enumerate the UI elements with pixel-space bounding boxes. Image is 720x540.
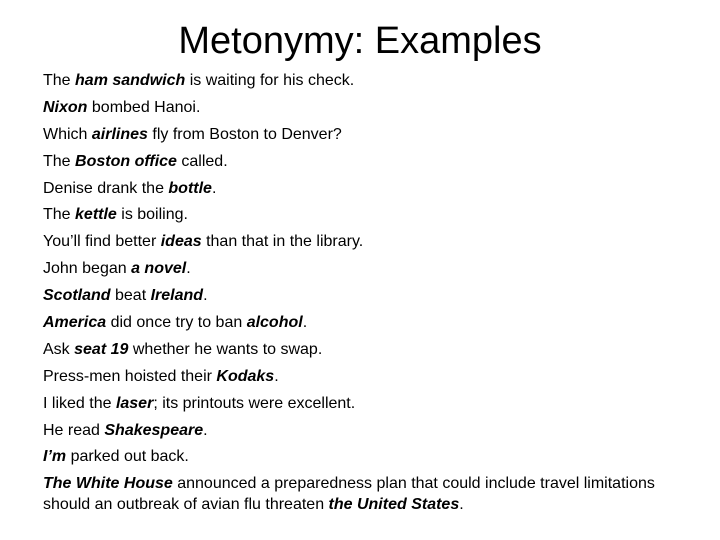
metonym-term: Nixon	[43, 98, 88, 116]
metonym-term: ham sandwich	[75, 72, 186, 89]
example-sentence	[43, 124, 693, 145]
sentence-text: parked out back.	[66, 448, 189, 466]
sentence-text: You’ll find better	[43, 233, 161, 251]
metonym-term: America	[43, 314, 107, 332]
metonym-term: Kodaks	[216, 367, 275, 385]
metonym-term: Ireland	[150, 287, 204, 305]
example-sentence	[43, 258, 693, 279]
examples-list	[43, 70, 693, 521]
sentence-text: is boiling.	[116, 206, 188, 224]
sentence-text: .	[203, 287, 208, 305]
sentence-text: is waiting for his check.	[185, 72, 355, 89]
example-sentence	[43, 393, 693, 414]
example-sentence	[43, 204, 693, 225]
sentence-text: bombed Hanoi.	[87, 98, 201, 116]
metonym-term: a novel	[131, 260, 187, 278]
metonym-term: I’m	[43, 448, 67, 466]
sentence-text: Press-men hoisted their	[43, 367, 217, 385]
sentence-text: .	[274, 367, 279, 385]
sentence-text: called.	[176, 152, 228, 170]
example-sentence	[43, 446, 693, 467]
sentence-text: whether he wants to swap.	[128, 340, 323, 358]
metonym-term: airlines	[91, 125, 148, 143]
sentence-text: He read	[43, 421, 105, 439]
sentence-text: John began	[43, 260, 132, 278]
metonym-term: Shakespeare	[104, 421, 204, 439]
metonym-term: seat 19	[74, 340, 129, 358]
sentence-text: .	[211, 179, 217, 197]
example-sentence	[43, 178, 693, 199]
sentence-text: fly from Boston to Denver?	[147, 125, 342, 143]
sentence-text: I liked the	[43, 394, 116, 412]
metonym-term: alcohol	[246, 314, 303, 332]
example-sentence	[43, 97, 693, 118]
metonym-term: laser	[115, 394, 154, 412]
sentence-text: .	[186, 260, 191, 278]
sentence-text: Which	[43, 125, 92, 143]
sentence-text: beat	[110, 287, 151, 305]
slide-title: Metonymy: Examples	[178, 20, 542, 62]
example-sentence	[43, 231, 693, 252]
metonym-term: ideas	[160, 233, 202, 251]
example-sentence	[43, 312, 693, 333]
sentence-text: did once try to ban	[106, 314, 247, 332]
sentence-text: .	[302, 314, 308, 332]
metonym-term: Scotland	[43, 287, 111, 305]
example-sentence	[43, 420, 693, 441]
example-sentence	[43, 151, 693, 172]
sentence-text: Denise drank the	[43, 179, 169, 197]
metonym-term: kettle	[75, 206, 117, 224]
example-sentence	[43, 473, 693, 515]
sentence-text: ; its printouts were excellent.	[153, 394, 356, 412]
sentence-text: The	[43, 152, 76, 170]
metonym-term: bottle	[168, 179, 212, 197]
example-sentence	[43, 285, 693, 306]
sentence-text: announced a preparedness plan that could include travel limitations should an outbreak of avian flu threaten	[43, 475, 655, 514]
sentence-text: than that in the library.	[201, 233, 364, 251]
metonym-term: The White House	[43, 475, 173, 493]
sentence-text: Ask	[43, 340, 75, 358]
metonym-term: the United States	[328, 496, 460, 514]
example-sentence	[43, 366, 693, 387]
sentence-text: The	[43, 206, 76, 224]
example-sentence	[43, 70, 693, 91]
sentence-text: The	[43, 72, 76, 89]
metonym-term: Boston office	[75, 152, 177, 170]
example-sentence	[43, 339, 693, 360]
sentence-text: .	[459, 496, 464, 514]
sentence-text: .	[203, 421, 208, 439]
